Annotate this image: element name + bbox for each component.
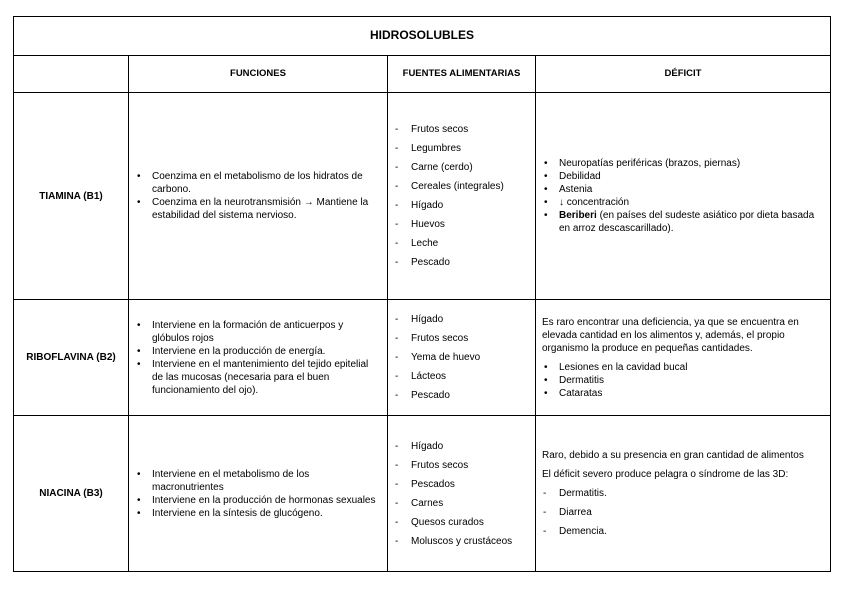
funciones-list [135,170,381,222]
list-item: - Pescado [394,389,529,402]
funciones-cell [129,300,388,416]
list-item: - Frutos secos [394,332,529,345]
list-item: • Interviene en la síntesis de glucógeno. [135,507,381,520]
fuentes-list [394,440,529,548]
deficit-cell [536,93,831,300]
list-item: - Hígado [394,313,529,326]
list-item: • Debilidad [542,170,824,183]
list-item: • Interviene en la producción de energía. [135,345,381,358]
deficit-cell [536,300,831,416]
list-item: • Interviene en el mantenimiento del tejido epitelial de las mucosas (necesaria para el buen funcionamiento del ojo). [135,358,381,397]
list-item: - Legumbres [394,142,529,155]
header-deficit: DÉFICIT [536,56,831,93]
vitamin-name: RIBOFLAVINA (B2) [14,300,129,416]
list-item: - Hígado [394,440,529,453]
list-item: - Dermatitis. [542,487,824,500]
list-item: • Coenzima en el metabolismo de los hidratos de carbono. [135,170,381,196]
list-item: • Coenzima en la neurotransmisión → Mantiene la estabilidad del sistema nervioso. [135,196,381,222]
funciones-list [135,468,381,520]
list-item: • Interviene en el metabolismo de los macronutrientes [135,468,381,494]
list-item: - Pescados [394,478,529,491]
list-item: • Dermatitis [542,374,824,387]
list-item: - Frutos secos [394,459,529,472]
list-item: - Hígado [394,199,529,212]
list-item: • Cataratas [542,387,824,400]
funciones-cell [129,416,388,572]
deficit-cell [536,416,831,572]
funciones-list [135,319,381,397]
fuentes-cell [388,300,536,416]
list-item: - Moluscos y crustáceos [394,535,529,548]
list-item: • Lesiones en la cavidad bucal [542,361,824,374]
header-funciones: FUNCIONES [129,56,388,93]
list-item: - Lácteos [394,370,529,383]
list-item: • Interviene en la producción de hormonas sexuales [135,494,381,507]
list-item: • Interviene en la formación de anticuerpos y glóbulos rojos [135,319,381,345]
deficit-list [542,361,824,400]
table-row [14,416,831,572]
list-item: - Carnes [394,497,529,510]
table-row [14,93,831,300]
list-item: - Cereales (integrales) [394,180,529,193]
list-item: - Huevos [394,218,529,231]
list-item: - Quesos curados [394,516,529,529]
vitamin-name: NIACINA (B3) [14,416,129,572]
funciones-cell [129,93,388,300]
vitamin-name: TIAMINA (B1) [14,93,129,300]
header-corner [14,56,129,93]
list-item: - Frutos secos [394,123,529,136]
header-fuentes: FUENTES ALIMENTARIAS [388,56,536,93]
list-item: - Pescado [394,256,529,269]
beriberi-term: Beriberi [559,210,597,221]
deficit-list [542,487,824,538]
list-item: - Carne (cerdo) [394,161,529,174]
fuentes-list [394,123,529,269]
list-item: • Astenia [542,183,824,196]
list-item: - Diarrea [542,506,824,519]
list-item: • ↓ concentración [542,196,824,209]
vitamins-table [13,16,831,572]
list-item: - Leche [394,237,529,250]
deficit-intro: Es raro encontrar una deficiencia, ya que se encuentra en elevada cantidad en los alimentos y, además, el propio organismo la produce en pequeñas cantidades. [542,316,799,354]
fuentes-list [394,313,529,402]
deficit-list [542,157,824,235]
deficit-intro: Raro, debido a su presencia en gran cantidad de alimentos [542,450,804,461]
table-title: HIDROSOLUBLES [14,17,831,56]
fuentes-cell [388,93,536,300]
list-item: - Demencia. [542,525,824,538]
fuentes-cell [388,416,536,572]
list-item [542,209,824,235]
beriberi-description: (en países del sudeste asiático por dieta basada en arroz descascarillado). [559,210,815,234]
list-item: - Yema de huevo [394,351,529,364]
list-item: • Neuropatías periféricas (brazos, piernas) [542,157,824,170]
deficit-intro-2: El déficit severo produce pelagra o síndrome de las 3D: [542,469,789,480]
table-row [14,300,831,416]
